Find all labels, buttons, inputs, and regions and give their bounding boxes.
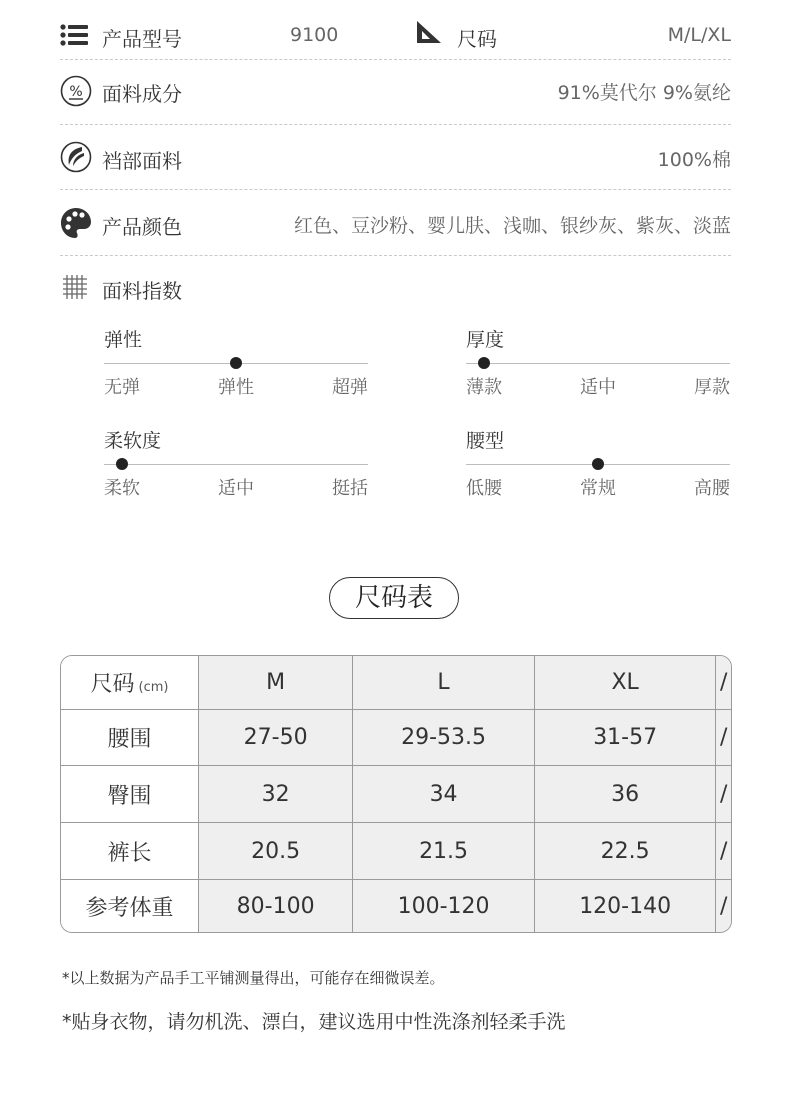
table-cell: / bbox=[716, 880, 731, 932]
index-marker bbox=[230, 357, 242, 369]
index-tick-low: 无弹 bbox=[104, 377, 140, 398]
table-cell: / bbox=[716, 823, 731, 880]
index-tick-high: 厚款 bbox=[694, 377, 730, 398]
index-tick-high: 高腰 bbox=[694, 478, 730, 499]
table-cell: 34 bbox=[353, 766, 535, 823]
spec-row-model bbox=[60, 14, 731, 60]
size-header-label: 尺码 bbox=[90, 672, 135, 697]
index-title: 柔软度 bbox=[104, 430, 162, 452]
column-header: XL bbox=[535, 656, 717, 710]
leaf-icon bbox=[60, 141, 92, 177]
table-row bbox=[61, 880, 731, 932]
spec-row-crotch bbox=[60, 125, 731, 190]
table-cell: 27-50 bbox=[199, 710, 353, 766]
index-marker bbox=[116, 458, 128, 470]
index-tick-low: 薄款 bbox=[466, 377, 502, 398]
index-marker bbox=[592, 458, 604, 470]
index-tick-mid: 弹性 bbox=[218, 377, 254, 398]
svg-text:%: % bbox=[69, 84, 83, 100]
index-tick-low: 柔软 bbox=[104, 478, 140, 499]
table-cell: / bbox=[716, 710, 731, 766]
index-tick-high: 超弹 bbox=[332, 377, 368, 398]
fabric-label: 面料成分 bbox=[102, 82, 182, 106]
table-row bbox=[61, 710, 731, 766]
index-slider-softness bbox=[104, 426, 368, 516]
index-slider-thickness bbox=[466, 325, 730, 415]
table-cell: 22.5 bbox=[535, 823, 717, 880]
index-tick-mid: 适中 bbox=[218, 478, 254, 499]
column-header: / bbox=[716, 656, 731, 710]
column-header: L bbox=[353, 656, 535, 710]
colors-value: 红色、豆沙粉、婴儿肤、浅咖、银纱灰、紫灰、淡蓝 bbox=[293, 215, 731, 237]
row-label: 参考体重 bbox=[61, 880, 199, 932]
index-tick-mid: 适中 bbox=[580, 377, 616, 398]
crotch-value: 100%棉 bbox=[657, 149, 731, 171]
index-track bbox=[466, 363, 730, 364]
row-label: 裤长 bbox=[61, 823, 199, 880]
palette-icon bbox=[60, 207, 92, 243]
table-cell: 31-57 bbox=[535, 710, 717, 766]
index-title: 腰型 bbox=[466, 430, 505, 452]
model-label: 产品型号 bbox=[102, 27, 182, 51]
index-slider-elasticity bbox=[104, 325, 368, 415]
fabric-grid-icon bbox=[62, 274, 88, 304]
table-row bbox=[61, 766, 731, 823]
row-label: 臀围 bbox=[61, 766, 199, 823]
index-tick-low: 低腰 bbox=[466, 478, 502, 499]
table-cell: 21.5 bbox=[353, 823, 535, 880]
index-tick-mid: 常规 bbox=[580, 478, 616, 499]
index-slider-waist bbox=[466, 426, 730, 516]
index-track bbox=[104, 464, 368, 465]
size-value: M/L/XL bbox=[667, 24, 731, 46]
row-label: 腰围 bbox=[61, 710, 199, 766]
table-cell: 36 bbox=[535, 766, 717, 823]
size-chart-title: 尺码表 bbox=[329, 577, 459, 619]
measurement-note: *以上数据为产品手工平铺测量得出，可能存在细微误差。 bbox=[62, 969, 445, 987]
crotch-label: 裆部面料 bbox=[102, 149, 182, 173]
table-corner-cell bbox=[61, 656, 199, 710]
fabric-index-label: 面料指数 bbox=[102, 279, 182, 303]
table-cell: 80-100 bbox=[199, 880, 353, 932]
index-tick-high: 挺括 bbox=[332, 478, 368, 499]
index-marker bbox=[478, 357, 490, 369]
ruler-triangle-icon bbox=[416, 20, 442, 48]
index-title: 弹性 bbox=[104, 329, 143, 351]
table-cell: 20.5 bbox=[199, 823, 353, 880]
percent-icon bbox=[60, 75, 92, 111]
table-cell: / bbox=[716, 766, 731, 823]
spec-row-fabric bbox=[60, 60, 731, 125]
table-cell: 29-53.5 bbox=[353, 710, 535, 766]
model-value: 9100 bbox=[290, 24, 339, 46]
table-cell: 120-140 bbox=[535, 880, 717, 932]
table-cell: 100-120 bbox=[353, 880, 535, 932]
table-cell: 32 bbox=[199, 766, 353, 823]
column-header: M bbox=[199, 656, 353, 710]
list-icon bbox=[60, 24, 88, 50]
size-label: 尺码 bbox=[457, 27, 497, 51]
index-title: 厚度 bbox=[466, 329, 505, 351]
size-table bbox=[60, 655, 732, 933]
colors-label: 产品颜色 bbox=[102, 215, 182, 239]
care-note: *贴身衣物，请勿机洗、漂白，建议选用中性洗涤剂轻柔手洗 bbox=[62, 1011, 566, 1033]
spec-row-colors bbox=[60, 190, 731, 256]
table-row bbox=[61, 823, 731, 880]
table-header-row bbox=[61, 656, 731, 710]
fabric-value: 91%莫代尔 9%氨纶 bbox=[557, 82, 731, 104]
size-header-unit: (cm) bbox=[138, 680, 169, 695]
